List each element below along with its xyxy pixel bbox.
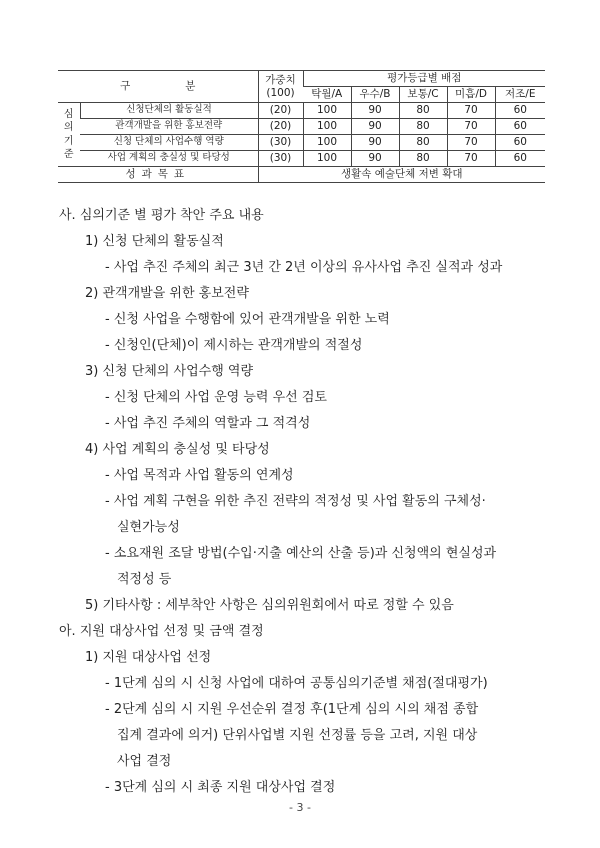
score-cell: 80	[399, 103, 447, 119]
score-cell: 100	[303, 135, 351, 151]
score-cell: 80	[399, 135, 447, 151]
item-5-heading: 5) 기타사항 : 세부착안 사항은 심의위원회에서 따로 정할 수 있음	[85, 598, 454, 613]
score-cell: 90	[351, 119, 399, 135]
score-cell: 70	[447, 151, 495, 167]
score-cell: 100	[303, 119, 351, 135]
header-gubun: 구분	[58, 71, 258, 103]
score-cell: 60	[495, 103, 545, 119]
section-heading-sa: 사. 심의기준 별 평가 착안 주요 내용	[59, 208, 264, 223]
page-number: - 3 -	[289, 801, 311, 814]
table-row	[58, 103, 545, 119]
score-cell: 70	[447, 135, 495, 151]
criteria-weight: (20)	[258, 119, 303, 135]
score-cell: 100	[303, 151, 351, 167]
item-4-bullet-c-line1: - 소요재원 조달 방법(수입·지출 예산의 산출 등)과 신청액의 현실성과	[105, 546, 497, 561]
score-cell: 90	[351, 151, 399, 167]
criteria-weight: (20)	[258, 103, 303, 119]
score-cell: 90	[351, 135, 399, 151]
score-cell: 80	[399, 151, 447, 167]
header-weight-label: 가중치	[265, 74, 296, 87]
item-4-heading: 4) 사업 계획의 충실성 및 타당성	[85, 442, 270, 457]
grade-b: 우수/B	[351, 87, 399, 103]
item-3-bullet-a: - 신청 단체의 사업 운영 능력 우선 검토	[105, 390, 327, 405]
score-cell: 100	[303, 103, 351, 119]
item-4-bullet-b-line2: 실현가능성	[117, 520, 180, 535]
a-item-1-bullet-a: - 1단계 심의 시 신청 사업에 대하여 공통심의기준별 채점(절대평가)	[105, 676, 488, 691]
item-1-heading: 1) 신청 단체의 활동실적	[85, 234, 224, 249]
header-weight	[258, 71, 303, 103]
a-item-1-heading: 1) 지원 대상사업 선정	[85, 650, 212, 665]
criteria-name: 신청 단체의 사업수행 역량	[80, 135, 258, 151]
score-cell: 70	[447, 119, 495, 135]
score-cell: 70	[447, 103, 495, 119]
score-cell: 60	[495, 135, 545, 151]
item-3-heading: 3) 신청 단체의 사업수행 역량	[85, 364, 254, 379]
score-cell: 90	[351, 103, 399, 119]
criteria-name: 관객개발을 위한 홍보전략	[80, 119, 258, 135]
criteria-group-label: 심 의 기 준	[58, 103, 80, 167]
header-grade: 평가등급별 배점	[303, 71, 545, 87]
score-cell: 80	[399, 119, 447, 135]
criteria-name: 사업 계획의 충실성 및 타당성	[80, 151, 258, 167]
item-2-bullet-a: - 신청 사업을 수행함에 있어 관객개발을 위한 노력	[105, 312, 390, 327]
item-2-heading: 2) 관객개발을 위한 홍보전략	[85, 286, 249, 301]
item-4-bullet-c-line2: 적정성 등	[117, 572, 172, 587]
grade-a: 탁월/A	[303, 87, 351, 103]
criteria-name: 신청단체의 활동실적	[80, 103, 258, 119]
a-item-1-bullet-b-line2: 집계 결과에 의거) 단위사업별 지원 선정률 등을 고려, 지원 대상	[117, 728, 478, 743]
criteria-weight: (30)	[258, 151, 303, 167]
evaluation-table	[58, 70, 545, 183]
header-weight-total: (100)	[266, 86, 295, 99]
a-item-1-bullet-b-line3: 사업 결정	[117, 754, 172, 769]
item-1-bullet: - 사업 추진 주체의 최근 3년 간 2년 이상의 유사사업 추진 실적과 성과	[105, 260, 503, 275]
perf-goal-value: 생활속 예술단체 저변 확대	[258, 167, 545, 183]
table-row	[58, 135, 545, 151]
score-cell: 60	[495, 119, 545, 135]
table-row	[58, 119, 545, 135]
criteria-weight: (30)	[258, 135, 303, 151]
a-item-1-bullet-b-line1: - 2단계 심의 시 지원 우선순위 결정 후(1단계 심의 시의 채점 종합	[105, 702, 479, 717]
item-3-bullet-b: - 사업 추진 주체의 역할과 그 적격성	[105, 416, 311, 431]
score-cell: 60	[495, 151, 545, 167]
item-4-bullet-b-line1: - 사업 계획 구현을 위한 추진 전략의 적정성 및 사업 활동의 구체성·	[105, 494, 486, 509]
section-heading-a: 아. 지원 대상사업 선정 및 금액 결정	[59, 624, 264, 639]
item-2-bullet-b: - 신청인(단체)이 제시하는 관객개발의 적절성	[105, 338, 363, 353]
grade-c: 보통/C	[399, 87, 447, 103]
grade-e: 저조/E	[495, 87, 545, 103]
perf-goal-label: 성과목표	[58, 167, 258, 183]
grade-d: 미흡/D	[447, 87, 495, 103]
table-row	[58, 151, 545, 167]
a-item-1-bullet-c: - 3단계 심의 시 최종 지원 대상사업 결정	[105, 780, 336, 795]
item-4-bullet-a: - 사업 목적과 사업 활동의 연계성	[105, 468, 294, 483]
